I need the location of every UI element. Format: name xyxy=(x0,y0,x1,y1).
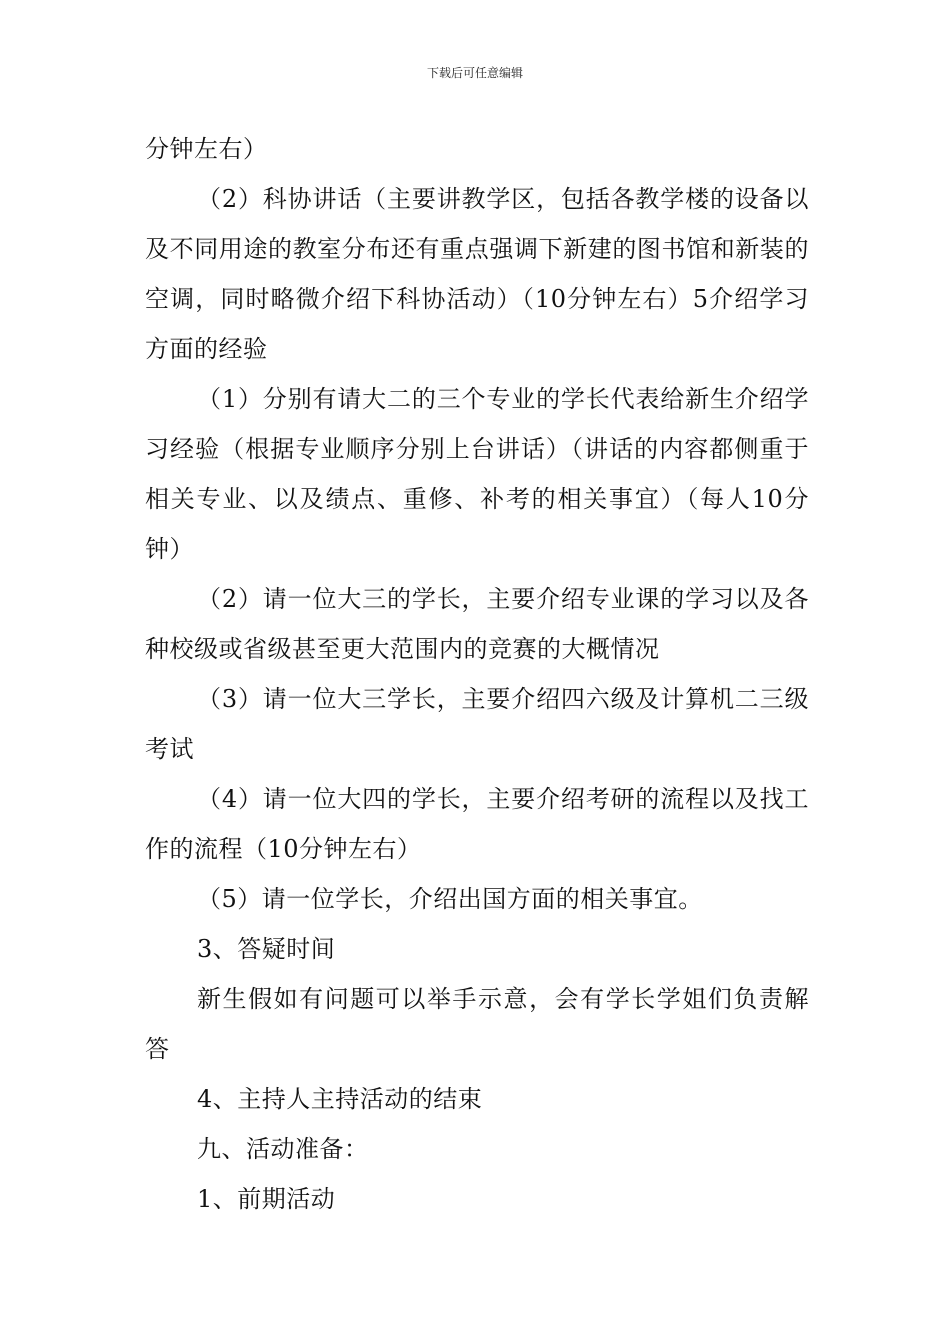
paragraph-continuation: 分钟左右） xyxy=(145,135,268,163)
page-header-note: 下载后可任意编辑 xyxy=(426,66,523,80)
paragraph-junior-competitions: （2）请一位大三的学长，主要介绍专业课的学习以及各种校级或省级甚至更大范围内的竞赛的大概情况 xyxy=(145,585,809,663)
paragraph-senior-career: （4）请一位大四的学长，主要介绍考研的流程以及找工作的流程（10分钟左右） xyxy=(145,785,809,863)
document-body xyxy=(145,124,809,1224)
paragraph-qa-description: 新生假如有问题可以举手示意，会有学长学姐们负责解答 xyxy=(145,985,809,1063)
heading-preparation: 九、活动准备： xyxy=(197,1135,369,1163)
paragraph-science-association-talk: （2）科协讲话（主要讲教学区，包括各教学楼的设备以及不同用途的教室分布还有重点强调下新建的图书馆和新装的空调，同时略微介绍下科协活动）（10分钟左右）5介绍学习方面的经验 xyxy=(145,185,809,363)
paragraph-sophomore-experience: （1）分别有请大二的三个专业的学长代表给新生介绍学习经验（根据专业顺序分别上台讲话）（讲话的内容都侧重于相关专业、以及绩点、重修、补考的相关事宜）（每人10分钟） xyxy=(145,385,809,563)
heading-early-activities: 1、前期活动 xyxy=(197,1185,336,1213)
heading-qa-time: 3、答疑时间 xyxy=(197,935,336,963)
paragraph-study-abroad: （5）请一位学长，介绍出国方面的相关事宜。 xyxy=(197,885,703,913)
heading-closing: 4、主持人主持活动的结束 xyxy=(197,1085,483,1113)
paragraph-junior-exams: （3）请一位大三学长，主要介绍四六级及计算机二三级考试 xyxy=(145,685,809,763)
